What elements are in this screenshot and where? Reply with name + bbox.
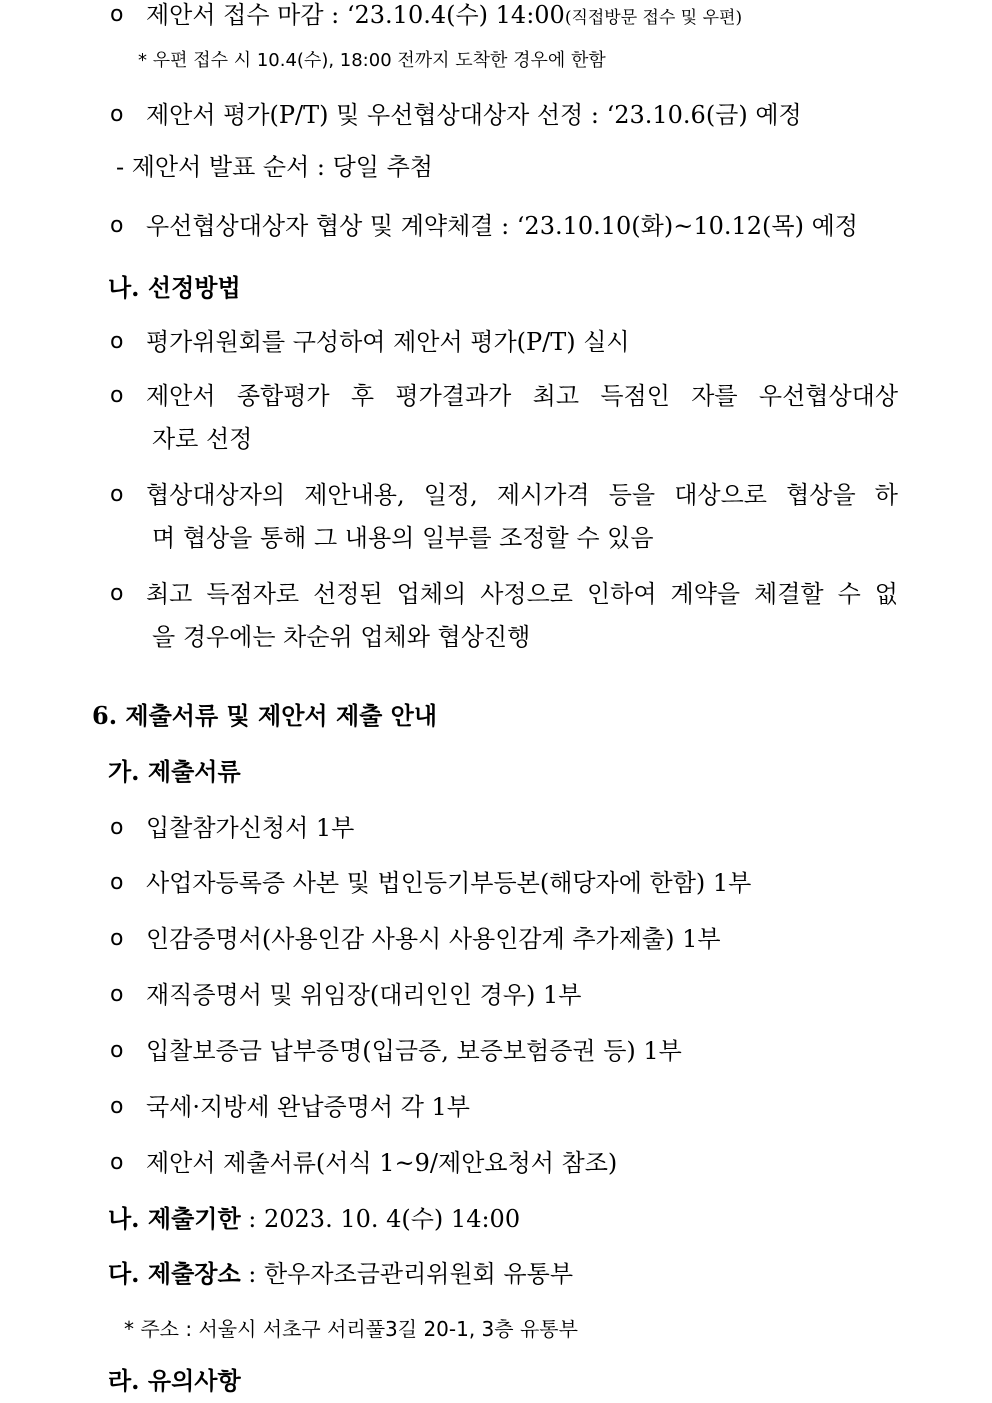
selection-item-cont: 을 경우에는 차순위 업체와 협상진행	[152, 623, 531, 651]
doc-item: 재직증명서 및 위임장(대리인인 경우) 1부	[146, 981, 582, 1009]
deadline-main: 제안서 접수 마감 : ‘23.10.4(수) 14:00	[146, 1, 565, 29]
doc-item: 인감증명서(사용인감 사용시 사용인감계 추가제출) 1부	[146, 925, 721, 953]
presentation-order-note: - 제안서 발표 순서 : 당일 추첨	[116, 153, 433, 181]
place-row	[108, 1259, 573, 1289]
section-title: 6. 제출서류 및 제안서 제출 안내	[92, 701, 438, 730]
bullet: o	[110, 102, 124, 127]
doc-item: 사업자등록증 사본 및 법인등기부등본(해당자에 한함) 1부	[146, 869, 752, 897]
doc-item: 국세·지방세 완납증명서 각 1부	[146, 1093, 470, 1121]
bullet: o	[110, 870, 124, 895]
deadline-line	[146, 0, 742, 33]
bullet: o	[110, 1094, 124, 1119]
selection-item: 협상대상자의 제안내용, 일정, 제시가격 등을 대상으로 협상을 하	[146, 481, 898, 509]
bullet: o	[110, 815, 124, 840]
evaluation-line: 제안서 평가(P/T) 및 우선협상대상자 선정 : ‘23.10.6(금) 예정	[146, 101, 802, 129]
bullet: o	[110, 982, 124, 1007]
address-note: * 주소 : 서울시 서초구 서리풀3길 20-1, 3층 유통부	[124, 1317, 578, 1341]
doc-item: 입찰보증금 납부증명(입금증, 보증보험증권 등) 1부	[146, 1037, 682, 1065]
bullet: o	[110, 383, 124, 408]
place-label: 다. 제출장소	[108, 1259, 241, 1288]
selection-item-cont: 자로 선정	[152, 425, 253, 453]
bullet: o	[110, 1038, 124, 1063]
postal-note: * 우편 접수 시 10.4(수), 18:00 전까지 도착한 경우에 한함	[138, 50, 606, 71]
selection-item: 최고 득점자로 선정된 업체의 사정으로 인하여 계약을 체결할 수 없	[146, 580, 898, 608]
deadline-value: : 2023. 10. 4(수) 14:00	[240, 1205, 521, 1233]
docs-heading: 가. 제출서류	[108, 757, 241, 786]
deadline-row	[108, 1204, 520, 1234]
bullet: o	[110, 213, 124, 238]
bullet: o	[110, 926, 124, 951]
notes-heading: 라. 유의사항	[108, 1366, 241, 1395]
doc-item: 입찰참가신청서 1부	[146, 814, 355, 842]
bullet: o	[110, 581, 124, 606]
bullet: o	[110, 329, 124, 354]
deadline-label: 나. 제출기한	[108, 1204, 241, 1233]
bullet: o	[110, 482, 124, 507]
bullet: o	[110, 2, 124, 27]
bullet: o	[110, 1150, 124, 1175]
place-value: : 한우자조금관리위원회 유통부	[240, 1260, 574, 1288]
doc-item: 제안서 제출서류(서식 1~9/제안요청서 참조)	[146, 1149, 618, 1177]
selection-item: 평가위원회를 구성하여 제안서 평가(P/T) 실시	[146, 328, 630, 356]
selection-heading: 나. 선정방법	[108, 273, 241, 302]
selection-item: 제안서 종합평가 후 평가결과가 최고 득점인 자를 우선협상대상	[146, 382, 898, 410]
contract-line: 우선협상대상자 협상 및 계약체결 : ‘23.10.10(화)~10.12(목) 예정	[146, 212, 858, 240]
deadline-sub: (직접방문 접수 및 우편)	[564, 8, 743, 28]
selection-item-cont: 며 협상을 통해 그 내용의 일부를 조정할 수 있음	[152, 524, 654, 552]
